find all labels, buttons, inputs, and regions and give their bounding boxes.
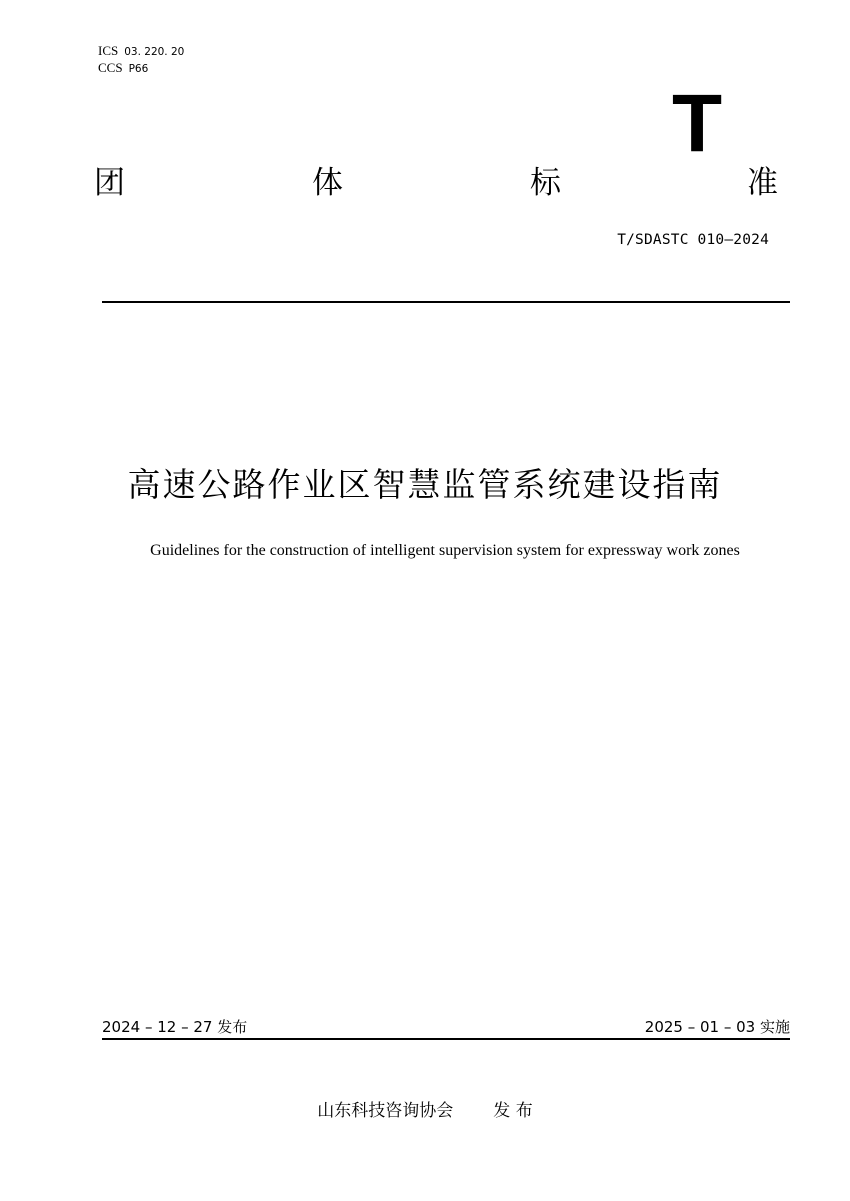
footer-divider bbox=[102, 1038, 790, 1040]
issuer-name: 山东科技咨询协会 bbox=[317, 1101, 454, 1121]
ccs-label: CCS bbox=[98, 60, 123, 75]
title-english: Guidelines for the construction of intelligent supervision system for expressway work zones bbox=[150, 542, 740, 559]
header-divider bbox=[102, 301, 790, 303]
ccs-value: P66 bbox=[128, 63, 149, 75]
standard-type-char-4: 准 bbox=[747, 165, 778, 201]
ics-value: 03. 220. 20 bbox=[124, 46, 185, 58]
issuer bbox=[0, 1100, 850, 1122]
standard-type-char-2: 体 bbox=[312, 165, 343, 201]
standard-number: T/SDASTC 010—2024 bbox=[617, 232, 769, 248]
standard-type-char-3: 标 bbox=[530, 165, 561, 201]
publish-date: 2024 – 12 – 27 发布 bbox=[102, 1018, 248, 1036]
ics-label: ICS bbox=[98, 43, 119, 58]
title-chinese: 高速公路作业区智慧监管系统建设指南 bbox=[127, 465, 723, 504]
standard-logo-t: T bbox=[672, 78, 723, 169]
ics-code bbox=[98, 44, 184, 59]
implement-date: 2025 – 01 – 03 实施 bbox=[644, 1018, 790, 1036]
ccs-code bbox=[98, 61, 148, 76]
issuer-action: 发 布 bbox=[493, 1101, 533, 1121]
standard-type-char-1: 团 bbox=[94, 165, 125, 201]
